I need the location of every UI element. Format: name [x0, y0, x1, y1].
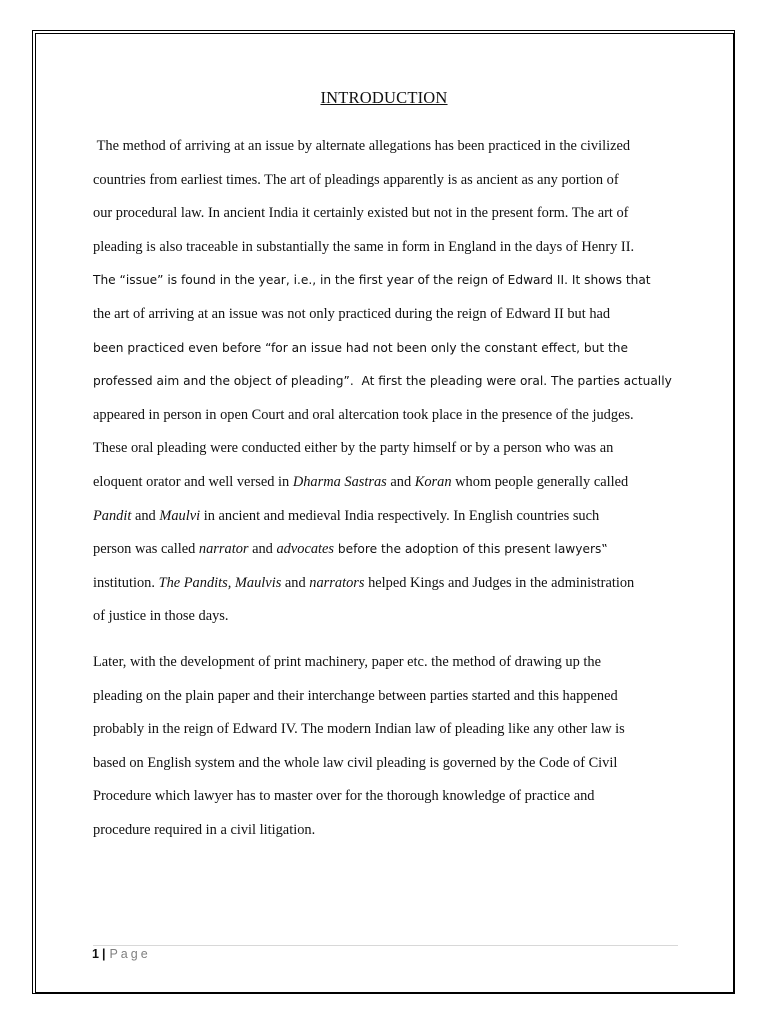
text-line: institution. The Pandits, Maulvis and narrators helped Kings and Judges in the administration — [93, 574, 635, 591]
text-line: The “issue” is found in the year, i.e., in the first year of the reign of Edward II. It shows that — [93, 273, 651, 288]
footer-separator: | — [101, 947, 106, 961]
text-line: Procedure which lawyer has to master over for the thorough knowledge of practice and — [93, 788, 595, 805]
text-line: pleading is also traceable in substantially the same in form in England in the days of Henry II. — [93, 238, 635, 255]
paragraph-2 — [93, 646, 685, 848]
text-line: Later, with the development of print machinery, paper etc. the method of drawing up the — [93, 654, 601, 670]
text-line: probably in the reign of Edward IV. The modern Indian law of pleading like any other law is — [93, 721, 625, 738]
text-line: procedure required in a civil litigation. — [93, 821, 316, 838]
text-line: of justice in those days. — [93, 608, 229, 625]
text-line: the art of arriving at an issue was not only practiced during the reign of Edward II but had — [93, 305, 611, 322]
text-line: pleading on the plain paper and their interchange between parties started and this happened — [93, 687, 618, 704]
document-title: INTRODUCTION — [320, 88, 448, 107]
page-label: Page — [109, 947, 151, 961]
page-number: 1 — [92, 947, 99, 961]
text-line: person was called narrator and advocates before the adoption of this present lawyers‟ — [93, 541, 608, 558]
page-footer — [92, 947, 151, 961]
text-line: our procedural law. In ancient India it certainly existed but not in the present form. The art of — [93, 205, 629, 222]
text-line: These oral pleading were conducted either by the party himself or by a person who was an — [93, 440, 614, 457]
text-line: Pandit and Maulvi in ancient and medieval India respectively. In English countries such — [93, 507, 600, 524]
text-line: countries from earliest times. The art of pleadings apparently is as ancient as any portion of — [93, 171, 619, 188]
footer-divider — [93, 945, 678, 946]
text-line: based on English system and the whole law civil pleading is governed by the Code of Civil — [93, 754, 618, 771]
text-line: professed aim and the object of pleading”. At first the pleading were oral. The parties actually — [93, 374, 672, 389]
text-line: been practiced even before “for an issue had not been only the constant effect, but the — [93, 340, 628, 355]
text-line: appeared in person in open Court and oral altercation took place in the presence of the judges. — [93, 406, 634, 423]
text-line: The method of arriving at an issue by alternate allegations has been practiced in the civilized — [96, 138, 631, 154]
text-line: eloquent orator and well versed in Dharma Sastras and Koran whom people generally called — [93, 473, 629, 490]
paragraph-1 — [93, 130, 685, 634]
